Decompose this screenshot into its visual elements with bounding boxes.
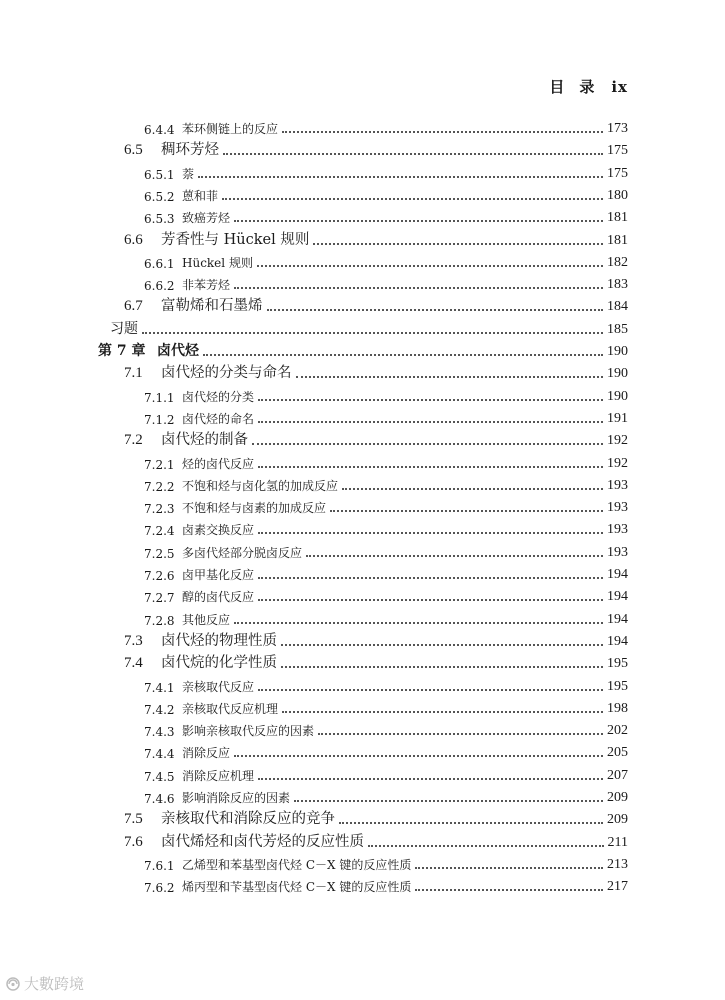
toc-page-number: 175 (607, 165, 628, 181)
toc-title: 非苯芳烃 (182, 278, 231, 293)
toc-row (0, 608, 628, 628)
header-title-char: 目 (549, 78, 566, 96)
dot-leader (313, 243, 603, 245)
toc-page-number: 193 (607, 522, 628, 538)
toc-title: 富勒烯和石墨烯 (161, 298, 263, 315)
dot-leader (234, 755, 603, 757)
toc-row (0, 563, 628, 583)
dot-leader (258, 466, 603, 468)
toc-section-number: 7.4 (124, 655, 143, 672)
toc-page-number: 198 (607, 700, 628, 716)
toc-page-number: 209 (607, 812, 628, 828)
toc-section-number: 6.5 (124, 142, 143, 159)
dot-leader (296, 376, 604, 378)
dot-leader (267, 309, 604, 311)
toc-page-number: 202 (607, 723, 628, 739)
toc-title: 醇的卤代反应 (182, 590, 255, 605)
toc-page-number: 193 (607, 544, 628, 560)
toc-title: 苯环侧链上的反应 (182, 122, 279, 136)
toc-section-number: 6.7 (124, 298, 143, 315)
toc-page-number: 192 (607, 455, 628, 471)
toc-row (0, 786, 628, 806)
dot-leader (258, 532, 603, 534)
toc-page-number: 194 (607, 567, 628, 582)
dot-leader (368, 845, 604, 847)
toc-page-number: 195 (607, 678, 628, 694)
dot-leader (281, 666, 603, 668)
toc-row (0, 184, 628, 204)
dot-leader (234, 287, 603, 289)
toc-row (0, 340, 628, 360)
toc-title: 多卤代烃部分脱卤反应 (182, 545, 303, 560)
toc-title: 卤代烃 (157, 343, 199, 359)
toc-page-number: 194 (607, 611, 628, 627)
dot-leader (223, 153, 603, 155)
toc-title: 消除反应机理 (182, 768, 255, 783)
dot-leader (203, 354, 603, 356)
toc-row (0, 385, 628, 405)
toc-row (0, 407, 628, 427)
toc-title: 卤代烃的制备 (161, 432, 248, 449)
toc-page-number: 217 (607, 879, 628, 895)
toc-row (0, 429, 628, 449)
toc-section-number: 7.2.5 (144, 546, 175, 561)
toc-page-number: 190 (607, 366, 628, 382)
toc-row (0, 518, 628, 538)
toc-page-number: 192 (607, 433, 628, 449)
watermark-text: 大數跨境 (24, 975, 85, 993)
page-header (549, 76, 628, 97)
toc-page-number: 181 (607, 210, 628, 226)
dot-leader (282, 131, 603, 133)
toc-section-number: 7.1.2 (144, 412, 175, 427)
toc-page-number: 182 (607, 254, 628, 270)
toc-page-number: 185 (607, 321, 628, 337)
toc-section-number: 6.5.3 (144, 212, 175, 227)
toc-title: 亲核取代反应机理 (182, 701, 279, 716)
toc-title: 卤素交换反应 (182, 523, 255, 538)
toc-title: 稠环芳烃 (161, 142, 219, 159)
toc-row (0, 318, 628, 338)
toc-section-number: 7.4.4 (144, 747, 175, 762)
toc-title: 卤代烷的化学性质 (161, 655, 277, 672)
toc-title: 卤甲基化反应 (182, 568, 255, 582)
dot-leader (258, 399, 603, 401)
toc-title: 乙烯型和苯基型卤代烃 C－X 键的反应性质 (182, 857, 412, 872)
toc-title: 烃的卤代反应 (182, 456, 255, 471)
dot-leader (258, 689, 603, 691)
dot-leader (258, 599, 603, 601)
toc-row (0, 362, 628, 382)
toc-section-number: 7.2.6 (144, 569, 175, 583)
toc-title: 习题 (110, 320, 138, 337)
toc-row (0, 652, 628, 672)
toc-page-number: 194 (607, 633, 628, 649)
toc-title: 亲核取代反应 (182, 679, 255, 694)
toc-row (0, 229, 628, 249)
toc-section-number: 7.2.1 (144, 457, 175, 472)
toc-section-number: 6.5.2 (144, 189, 175, 204)
toc-page-number: 175 (607, 143, 628, 159)
toc-section-number: 6.6.2 (144, 279, 175, 294)
toc-row (0, 139, 628, 159)
toc-title: 卤代烯烃和卤代芳烃的反应性质 (161, 833, 364, 850)
dot-leader (306, 555, 603, 557)
toc-title: 影响亲核取代反应的因素 (182, 724, 315, 739)
toc-section-number: 7.6.1 (144, 858, 175, 873)
toc-row (0, 206, 628, 226)
toc-section-number: 7.4.6 (144, 792, 175, 806)
toc-page-number: 193 (607, 477, 628, 493)
toc-row (0, 452, 628, 472)
toc-page-number: 213 (607, 856, 628, 872)
toc-section-number: 7.5 (124, 811, 143, 828)
toc-page-number: 194 (607, 589, 628, 605)
toc-section-number: 7.6 (124, 833, 143, 850)
dot-leader (342, 488, 603, 490)
toc-row (0, 675, 628, 695)
toc-title: 其他反应 (182, 612, 231, 627)
toc-section-number: 7.4.3 (144, 725, 175, 740)
toc-page-number: 190 (607, 388, 628, 404)
dot-leader (415, 867, 603, 869)
toc-row (0, 541, 628, 561)
toc-section-number: 6.6.1 (144, 256, 175, 271)
toc-row (0, 474, 628, 494)
toc-row (0, 741, 628, 761)
toc-page-number: 180 (607, 187, 628, 203)
dot-leader (258, 778, 603, 780)
toc-page-number: 183 (607, 277, 628, 293)
toc-title: 影响消除反应的因素 (182, 791, 291, 805)
toc-row (0, 853, 628, 873)
dot-leader (198, 176, 603, 178)
dot-leader (258, 577, 603, 579)
toc-row (0, 251, 628, 271)
toc-section-number: 7.2.2 (144, 479, 175, 494)
toc-section-number: 7.2.7 (144, 591, 175, 606)
toc-section-number: 6.4.4 (144, 123, 175, 137)
toc-title: 芳香性与 Hückel 规则 (161, 231, 310, 248)
dot-leader (258, 421, 603, 423)
dot-leader (234, 622, 603, 624)
toc-title: 卤代烃的分类 (182, 389, 255, 404)
toc-title: Hückel 规则 (182, 255, 253, 270)
toc-section-number: 7.2.8 (144, 613, 175, 628)
toc-section-number: 7.2.4 (144, 524, 175, 539)
dot-leader (142, 332, 603, 334)
dot-leader (339, 822, 603, 824)
toc-title: 烯丙型和苄基型卤代烃 C－X 键的反应性质 (182, 880, 412, 895)
toc-row (0, 764, 628, 784)
toc-page-number: 190 (607, 344, 628, 359)
toc-page-number: 193 (607, 500, 628, 516)
toc-section-number: 7.1.1 (144, 390, 175, 405)
dot-leader (294, 800, 603, 802)
toc-title: 卤代烃的分类与命名 (161, 365, 292, 382)
toc-page-number: 205 (607, 745, 628, 761)
toc-section-number: 7.4.5 (144, 769, 175, 784)
dot-leader (282, 711, 603, 713)
header-title (549, 78, 595, 96)
toc-title: 致癌芳烃 (182, 211, 231, 226)
toc-row (0, 831, 628, 851)
toc-page-number: 191 (607, 410, 628, 426)
toc-page-number: 209 (607, 790, 628, 805)
toc-page-number: 207 (607, 767, 628, 783)
toc-page-number: 195 (607, 656, 628, 672)
toc-title: 亲核取代和消除反应的竞争 (161, 811, 335, 828)
toc-title: 卤代烃的物理性质 (161, 632, 277, 649)
toc-title: 卤代烃的命名 (182, 411, 255, 426)
dot-leader (318, 733, 603, 735)
toc-row (0, 808, 628, 828)
toc-section-number: 6.6 (124, 231, 143, 248)
header-page-number: ix (611, 78, 628, 96)
toc-section-number: 7.1 (124, 365, 143, 382)
toc-section-number: 7.4.1 (144, 680, 175, 695)
dot-leader (330, 510, 603, 512)
dot-leader (252, 443, 603, 445)
toc-section-number: 第 7 章 (98, 343, 146, 359)
dot-leader (281, 644, 603, 646)
dot-leader (257, 265, 603, 267)
dot-leader (234, 220, 603, 222)
toc-row (0, 630, 628, 650)
dot-leader (222, 198, 603, 200)
toc-section-number: 6.5.1 (144, 167, 175, 182)
toc-row (0, 117, 628, 137)
toc-page-number: 181 (607, 232, 628, 248)
toc-section-number: 7.3 (124, 632, 143, 649)
toc-section-number: 7.2.3 (144, 502, 175, 517)
toc-title: 蒽和菲 (182, 188, 219, 203)
toc-title: 不饱和烃与卤化氢的加成反应 (182, 478, 339, 493)
toc-row (0, 585, 628, 605)
toc-title: 萘 (182, 166, 195, 181)
toc-row (0, 719, 628, 739)
camera-swirl-icon (6, 977, 20, 991)
toc-row (0, 875, 628, 895)
watermark (6, 973, 84, 994)
toc-row (0, 273, 628, 293)
toc-row (0, 295, 628, 315)
toc-row (0, 496, 628, 516)
toc-section-number: 7.6.2 (144, 881, 175, 896)
toc-row (0, 162, 628, 182)
header-title-char: 录 (579, 78, 596, 96)
toc-page-number: 184 (607, 299, 628, 315)
toc-section-number: 7.4.2 (144, 702, 175, 717)
toc-page-number: 211 (607, 834, 628, 850)
toc-title: 不饱和烃与卤素的加成反应 (182, 501, 327, 516)
toc-title: 消除反应 (182, 746, 231, 761)
toc-page-number: 173 (607, 121, 628, 136)
toc-row (0, 697, 628, 717)
toc-section-number: 7.2 (124, 432, 143, 449)
dot-leader (415, 889, 603, 891)
